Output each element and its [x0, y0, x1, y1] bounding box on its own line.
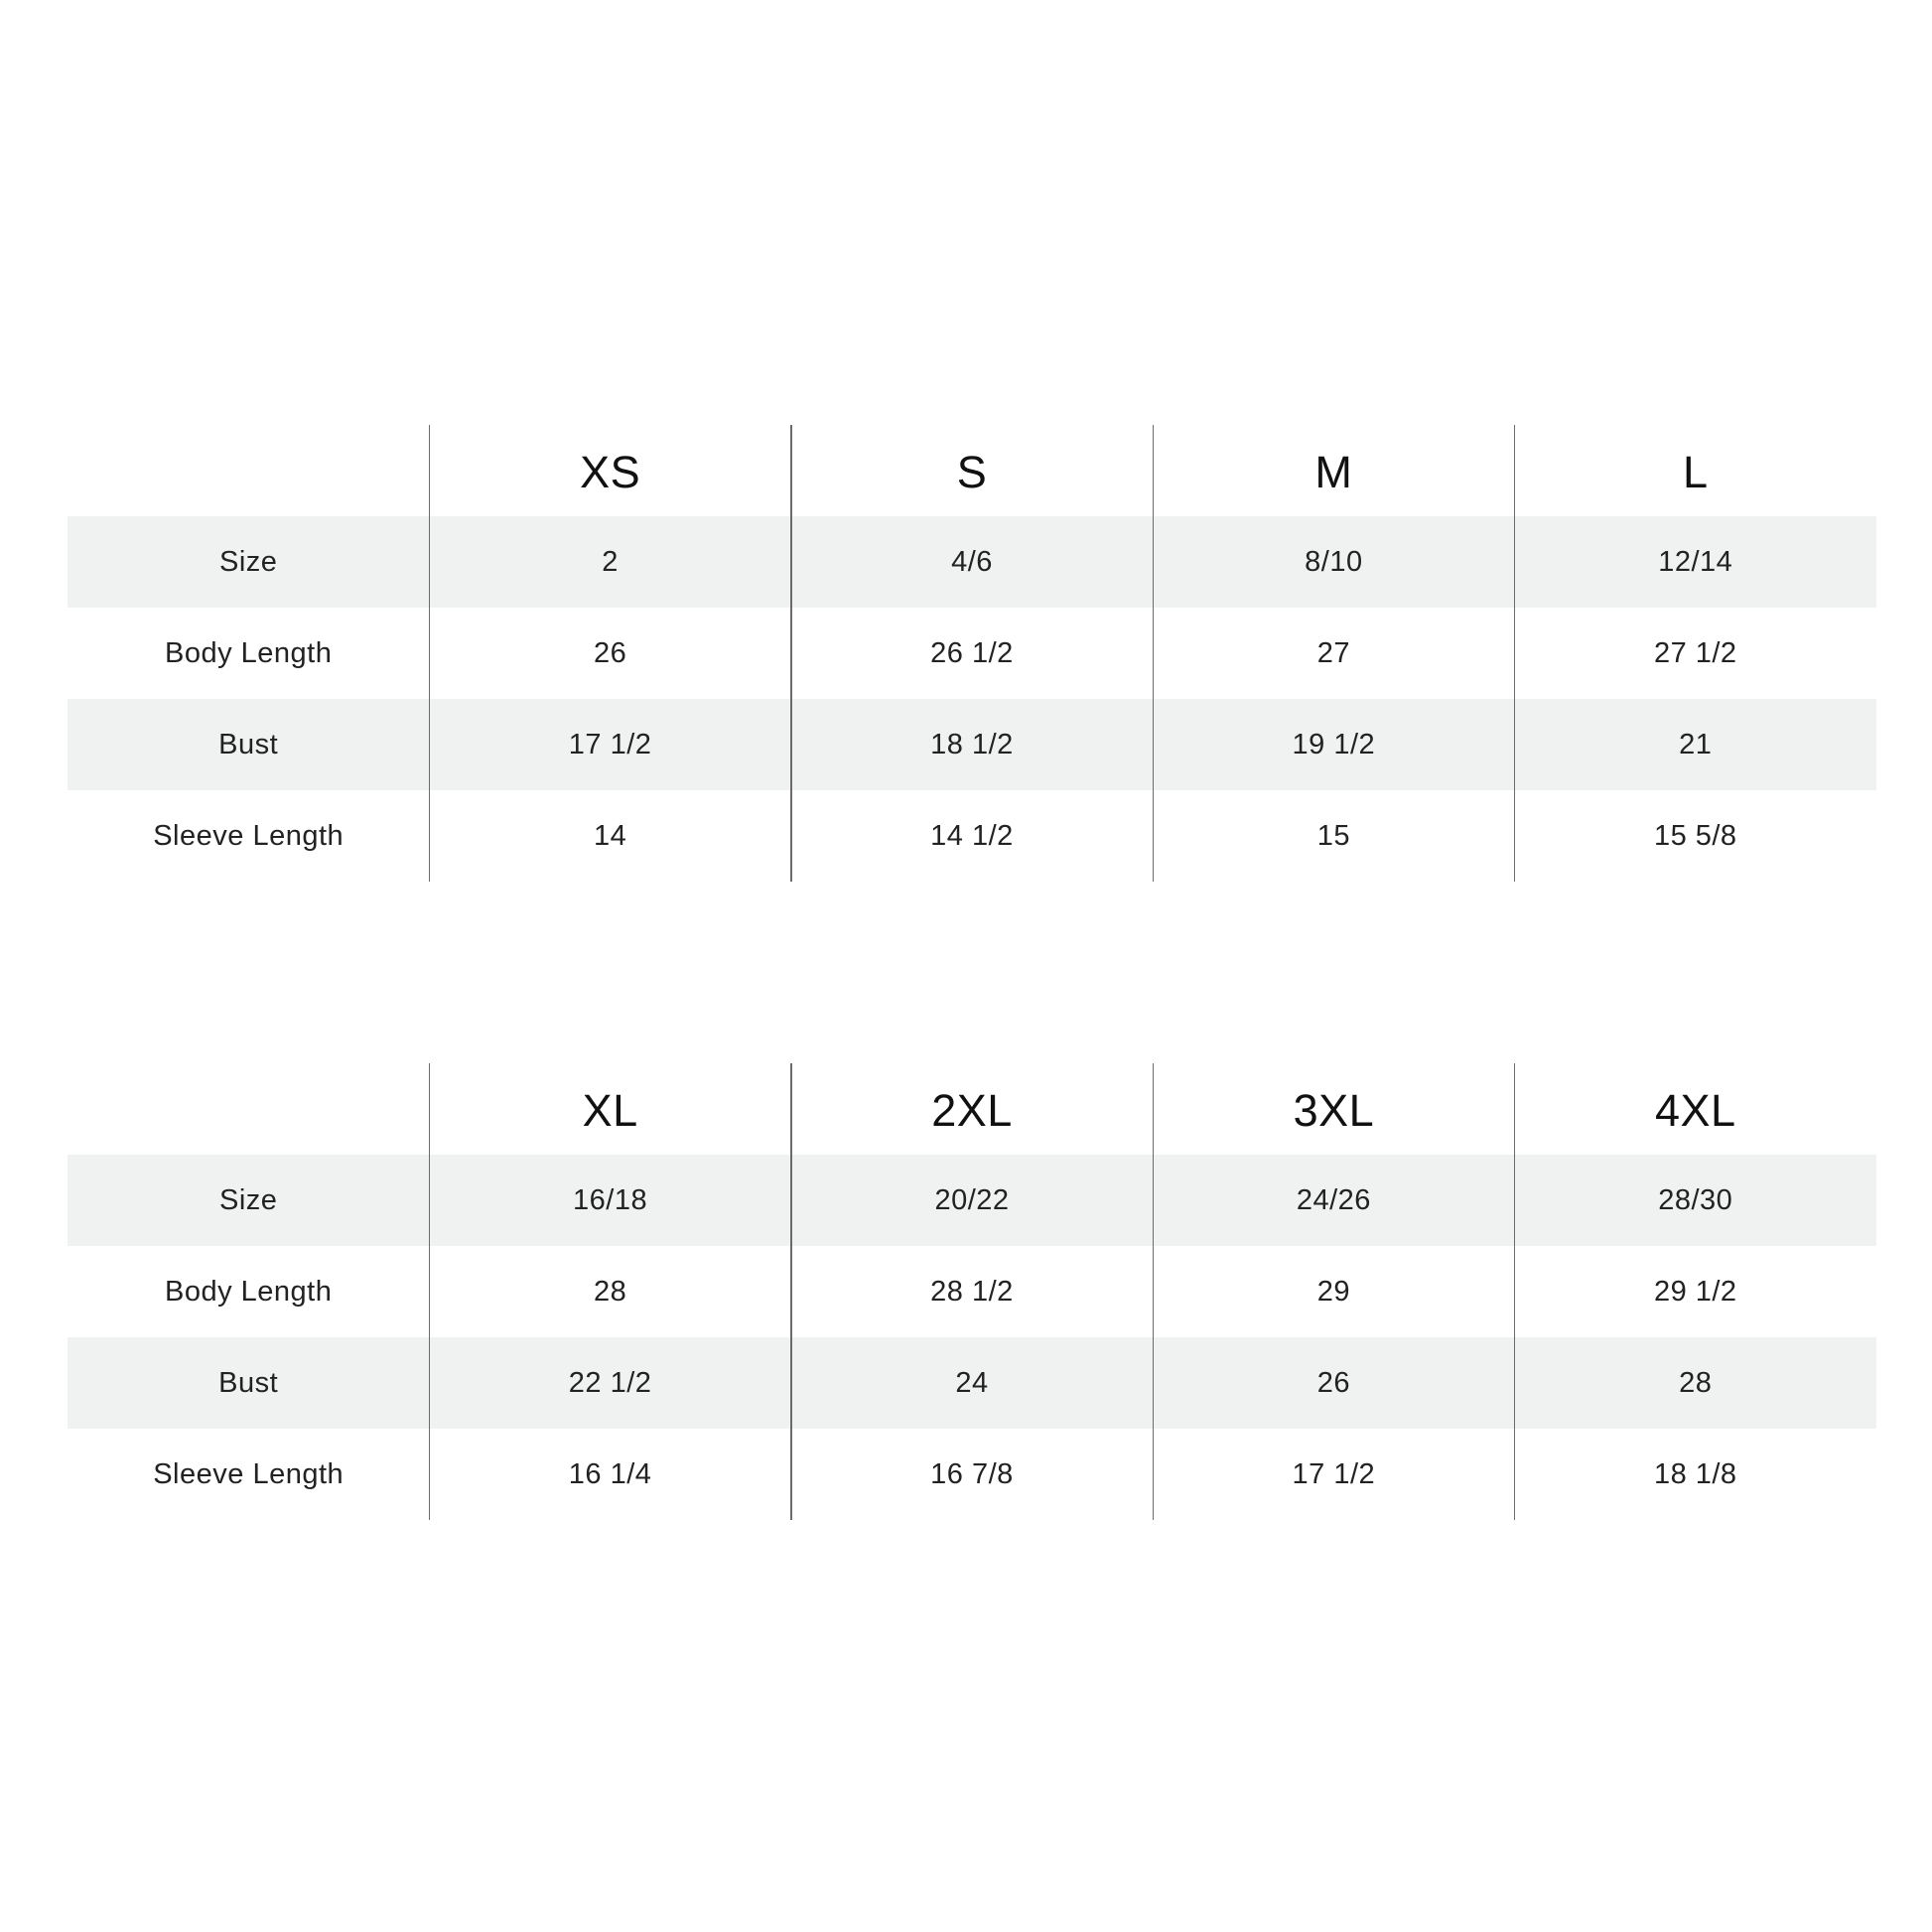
size-chart-table-1: [68, 425, 1876, 882]
column-divider: [1153, 1063, 1155, 1520]
column-divider: [1514, 1063, 1516, 1520]
column-divider: [790, 425, 792, 882]
table-cell: 17 1/2: [568, 728, 652, 760]
table-row: [68, 1337, 1876, 1429]
table-cell: 16 7/8: [930, 1457, 1014, 1490]
size-header-2xl: 2XL: [931, 1085, 1013, 1136]
size-header-xl: XL: [582, 1085, 638, 1136]
size-header-row: [68, 425, 1876, 516]
table-cell: 24: [955, 1366, 989, 1399]
table-cell: 29: [1316, 1275, 1350, 1308]
table-cell: 8/10: [1305, 545, 1363, 578]
table-cell: 29 1/2: [1653, 1275, 1737, 1308]
row-label-size: Size: [218, 1183, 278, 1216]
table-row: [68, 1429, 1876, 1520]
table-cell: 15: [1316, 819, 1350, 852]
row-label-sleeve-length: Sleeve Length: [153, 819, 345, 852]
size-header-m: M: [1314, 447, 1353, 497]
size-header-row: [68, 1063, 1876, 1155]
table-row: [68, 790, 1876, 882]
table-row: [68, 1155, 1876, 1246]
row-label-bust: Bust: [218, 1366, 279, 1399]
row-label-body-length: Body Length: [165, 636, 333, 669]
header-blank-cell: [68, 1063, 429, 1155]
table-cell: 2: [602, 545, 619, 578]
table-cell: 4/6: [951, 545, 993, 578]
size-header-3xl: 3XL: [1293, 1085, 1375, 1136]
column-divider: [429, 1063, 431, 1520]
table-cell: 16 1/4: [568, 1457, 652, 1490]
table-cell: 28 1/2: [930, 1275, 1014, 1308]
table-cell: 15 5/8: [1653, 819, 1737, 852]
table-cell: 27: [1316, 636, 1350, 669]
table-cell: 20/22: [934, 1183, 1010, 1216]
size-header-s: S: [956, 447, 988, 497]
table-cell: 28: [1679, 1366, 1713, 1399]
table-row: [68, 608, 1876, 699]
column-divider: [429, 425, 431, 882]
table-cell: 28/30: [1658, 1183, 1733, 1216]
table-row: [68, 516, 1876, 608]
table-cell: 18 1/2: [930, 728, 1014, 760]
table-row: [68, 1246, 1876, 1337]
table-cell: 18 1/8: [1653, 1457, 1737, 1490]
column-divider: [1514, 425, 1516, 882]
table-row: [68, 699, 1876, 790]
table-cell: 28: [593, 1275, 627, 1308]
table-cell: 14 1/2: [930, 819, 1014, 852]
size-chart-table-2: [68, 1063, 1876, 1520]
table-cell: 19 1/2: [1292, 728, 1376, 760]
table-cell: 16/18: [573, 1183, 648, 1216]
column-divider: [790, 1063, 792, 1520]
table-cell: 27 1/2: [1653, 636, 1737, 669]
size-header-l: L: [1682, 447, 1709, 497]
table-cell: 26: [593, 636, 627, 669]
table-cell: 12/14: [1658, 545, 1733, 578]
row-label-size: Size: [218, 545, 278, 578]
header-blank-cell: [68, 425, 429, 516]
table-cell: 21: [1679, 728, 1713, 760]
size-header-4xl: 4XL: [1654, 1085, 1736, 1136]
table-cell: 17 1/2: [1292, 1457, 1376, 1490]
table-cell: 26 1/2: [930, 636, 1014, 669]
table-cell: 14: [593, 819, 627, 852]
table-cell: 22 1/2: [568, 1366, 652, 1399]
size-header-xs: XS: [580, 447, 641, 497]
row-label-bust: Bust: [218, 728, 279, 760]
row-label-body-length: Body Length: [165, 1275, 333, 1308]
table-cell: 24/26: [1296, 1183, 1371, 1216]
row-label-sleeve-length: Sleeve Length: [153, 1457, 345, 1490]
column-divider: [1153, 425, 1155, 882]
table-cell: 26: [1316, 1366, 1350, 1399]
